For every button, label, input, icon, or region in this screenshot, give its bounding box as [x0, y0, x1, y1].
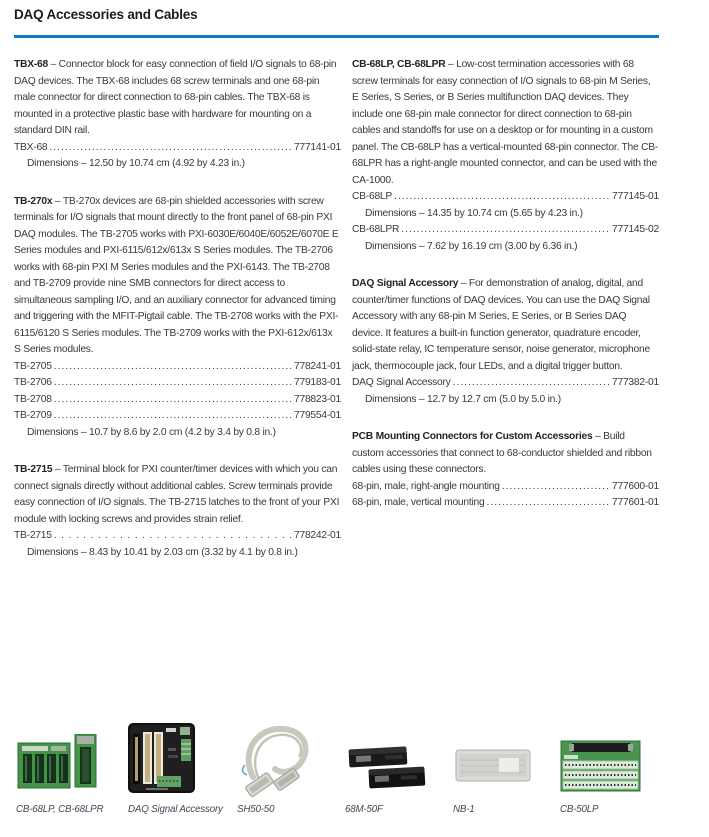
dimensions-row: Dimensions – 12.7 by 12.7 cm (5.0 by 5.0 in.)	[365, 393, 561, 405]
part-number: 779183-01	[294, 377, 341, 388]
product-name: PCB Mounting Connectors for Custom Accessories	[352, 431, 593, 442]
part-label: TBX-68	[14, 141, 48, 153]
product-description: – Low-cost termination accessories with 68 screw terminals for easy connection of I/O signals to 68-pin M Series, E Series, S Series, or B Series multifunction DAQ devices. They include one 68-pin male connector for direct connection to 68-pin cables and standoffs for use on a desktop or for mounting in a custom panel. The CB-68LP has a vertical-mounted 68-pin connector. The CB-68LPR has a right-angle mounted connector, and can be used with the CA-1000.	[352, 59, 659, 186]
dimensions-row: Dimensions – 12.50 by 10.74 cm (4.92 by 4.23 in.)	[27, 158, 245, 169]
part-number: 778242-01	[294, 530, 341, 541]
product-section	[352, 57, 659, 255]
part-number: 778241-01	[294, 360, 341, 372]
part-number-row	[14, 408, 341, 425]
part-label: TB-2705	[14, 360, 52, 372]
part-number-list	[352, 189, 659, 255]
dimensions-row: Dimensions – 7.62 by 16.19 cm (3.00 by 6.36 in.)	[365, 240, 578, 252]
dot-leader	[453, 375, 610, 392]
product-name: TB-270x	[14, 195, 53, 207]
part-number: 779554-01	[294, 410, 341, 421]
product-paragraph	[352, 429, 659, 479]
green-screw-terminal-board-photo	[560, 740, 642, 793]
product-description: – Build custom accessories that connect to 68-conductor shielded and ribbon cables using these connectors.	[352, 431, 652, 475]
photo-caption: SH50-50	[237, 804, 275, 815]
dot-leader	[49, 140, 292, 157]
part-number: 777601-01	[612, 497, 659, 508]
dot-leader	[54, 408, 292, 425]
part-number-list	[14, 528, 341, 561]
part-number-row	[14, 140, 341, 157]
page-title: DAQ Accessories and Cables	[14, 7, 198, 22]
shielded-cable-photo	[237, 723, 313, 799]
part-number-row	[352, 222, 659, 239]
part-number-list	[14, 359, 341, 442]
product-name: TB-2715	[14, 464, 53, 475]
product-description: – For demonstration of analog, digital, and counter/timer functions of DAQ devices. You can use the DAQ Signal Accessory with any 68-pin M Series, E Series, or B Series DAQ device. It features a built-in function generator, quadrature encoder, solid-state relay, IC temperature sensor, noise generator, microphone jack, thermocouple jack, four LEDs, and a digital trigger button.	[352, 278, 650, 372]
part-label: CB-68LP	[352, 191, 393, 202]
dot-leader	[502, 479, 610, 496]
black-adapters-photo	[345, 744, 427, 792]
part-label: TB-2706	[14, 377, 52, 388]
left-column	[14, 57, 341, 561]
product-description: – Connector block for easy connection of field I/O signals to 68-pin DAQ devices. The TBX-68 includes 68 screw terminals and one 68-pin male connector for direct connection to 68-pin cables. The TBX-68 is mounted in a protective plastic base with hardware for mounting on a standard DIN rail.	[14, 59, 337, 136]
part-number-row	[352, 495, 659, 512]
part-number-row	[14, 375, 341, 392]
photo-caption: DAQ Signal Accessory	[128, 804, 223, 815]
dot-leader	[54, 359, 292, 376]
black-demo-box-photo	[128, 722, 196, 794]
part-label: TB-2709	[14, 410, 52, 421]
gray-board-photo	[455, 747, 532, 785]
photo-caption: 68M-50F	[345, 804, 383, 815]
photo-caption: CB-68LP, CB-68LPR	[16, 804, 104, 815]
product-photo-band	[0, 690, 709, 837]
part-label: 68-pin, male, right-angle mounting	[352, 480, 500, 492]
part-label: 68-pin, male, vertical mounting	[352, 497, 485, 508]
product-paragraph	[352, 57, 659, 189]
part-number-list	[352, 479, 659, 512]
photo-caption: CB-50LP	[560, 804, 599, 815]
part-number: 777145-02	[612, 224, 659, 235]
part-number-row	[352, 375, 659, 392]
product-paragraph	[352, 276, 659, 375]
part-number: 777382-01	[612, 377, 659, 388]
product-section	[14, 194, 341, 442]
dimensions-row: Dimensions – 14.35 by 10.74 cm (5.65 by 4.23 in.)	[365, 207, 583, 219]
product-name: TBX-68	[14, 59, 48, 70]
part-label: DAQ Signal Accessory	[352, 377, 451, 388]
product-section	[14, 462, 341, 561]
dot-leader	[54, 375, 292, 392]
dot-leader	[394, 189, 610, 206]
part-number-row	[14, 528, 341, 545]
part-label: TB-2708	[14, 393, 52, 405]
green-terminal-blocks-photo	[16, 734, 98, 790]
part-label: CB-68LPR	[352, 224, 400, 235]
dot-leader	[54, 392, 292, 409]
part-number: 777145-01	[612, 191, 659, 202]
product-description: – Terminal block for PXI counter/timer devices with which you can connect signals directly without additional cables. Screw terminals provide easy connection of I/O signals. The TB-2715 latches to the front of your PXI module with locking screws and provides strain relief.	[14, 464, 340, 525]
product-section	[352, 429, 659, 512]
right-column	[352, 57, 659, 561]
part-number-list	[14, 140, 341, 173]
product-description: – TB-270x devices are 68-pin shielded accessories with screw terminals for I/O signals that mount directly to the front panel of 68-pin PXI DAQ modules. The TB-2705 works with PXI-6030E/6040E/6052E/6070E E Series modules and PXI-6115/612x/613x S Series modules. The TB-2706 works with 68-pin PXI M Series modules and the PXI-6143. The TB-2708 and TB-2709 provide nine SMB connectors for direct access to simultaneous sampling I/O, and an auxiliary connector for advanced timing and triggering with the MFIT-Pigtail cable. The TB-2708 works with the PXI-6115/6120 S Series modules. The TB-2709 works with the PXI-612x/613x S Series modules.	[14, 195, 339, 355]
product-name: CB-68LP, CB-68LPR	[352, 59, 446, 70]
part-number: 777141-01	[294, 141, 341, 153]
header-rule	[14, 35, 659, 38]
dot-leader	[486, 495, 610, 512]
dimensions-row: Dimensions – 8.43 by 10.41 by 2.03 cm (3.32 by 4.1 by 0.8 in.)	[27, 546, 298, 558]
product-section	[14, 57, 341, 173]
part-number-list	[352, 375, 659, 408]
photo-caption: NB-1	[453, 804, 475, 815]
text-columns	[14, 57, 659, 561]
part-number-row	[14, 392, 341, 409]
dot-leader	[54, 528, 292, 545]
dimensions-row: Dimensions – 10.7 by 8.6 by 2.0 cm (4.2 by 3.4 by 0.8 in.)	[27, 426, 276, 438]
part-number: 778823-01	[294, 393, 341, 405]
part-number-row	[352, 479, 659, 496]
part-label: TB-2715	[14, 530, 52, 541]
product-paragraph	[14, 194, 341, 359]
product-section	[352, 276, 659, 408]
part-number-row	[14, 359, 341, 376]
dot-leader	[401, 222, 610, 239]
part-number-row	[352, 189, 659, 206]
product-paragraph	[14, 462, 341, 528]
product-paragraph	[14, 57, 341, 140]
part-number: 777600-01	[612, 480, 659, 492]
product-name: DAQ Signal Accessory	[352, 278, 459, 289]
